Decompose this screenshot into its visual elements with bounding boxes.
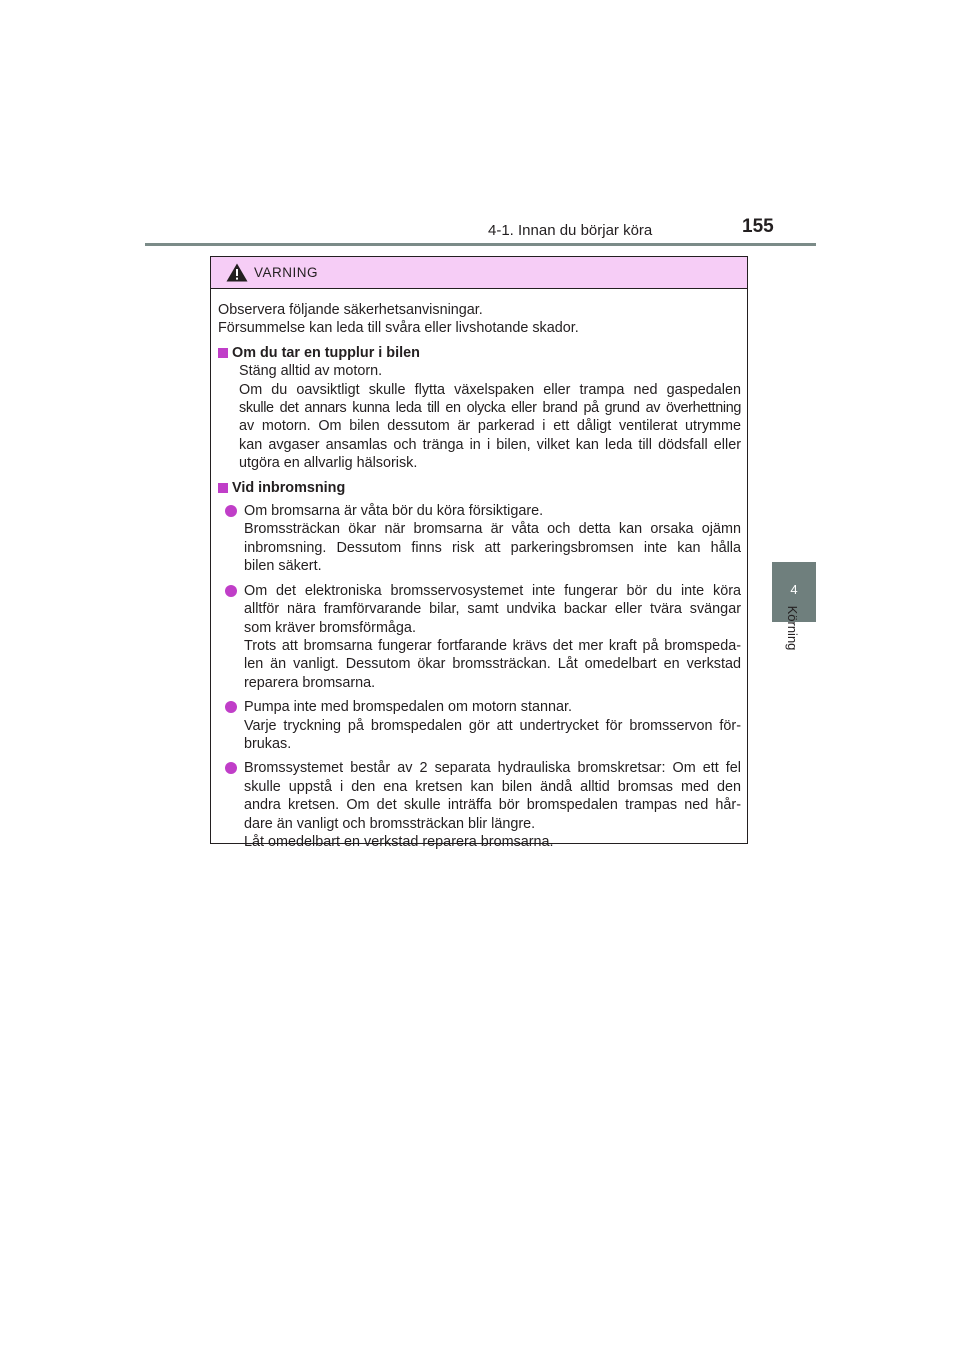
body-line: Om du oavsiktligt skulle flytta växelspaken eller trampa ned gaspedalen — [239, 381, 741, 398]
round-bullet-icon — [225, 585, 237, 597]
intro-line: Observera följande säkerhetsanvisningar. — [218, 302, 483, 318]
body-line: Stäng alltid av motorn. — [239, 363, 383, 380]
warning-triangle-icon — [226, 263, 248, 282]
round-bullet-icon — [225, 701, 237, 713]
body-line: Om det elektroniska bromsservosystemet inte fungerar bör du inte köra — [244, 582, 741, 599]
body-line: som kräver bromsförmåga. — [244, 619, 416, 636]
body-line: brukas. — [244, 735, 292, 752]
section-heading-text: Om du tar en tupplur i bilen — [232, 344, 420, 361]
section-title: 4-1. Innan du börjar köra — [488, 222, 653, 239]
warning-box — [210, 256, 748, 850]
body-line: len än vanligt. Dessutom ökar bromssträckan. Låt omedelbart en verkstad — [244, 656, 741, 673]
body-line: skulle uppstå i den ena kretsen kan bilen ändå alltid bromsas med den — [244, 778, 741, 795]
body-line: kan avgaser ansamlas och tränga in i bilen, vilket kan leda till dödsfall eller — [239, 436, 741, 453]
body-line: Varje tryckning på bromspedalen gör att undertrycket för bromsservon för- — [244, 717, 741, 734]
body-line: Låt omedelbart en verkstad reparera bromsarna. — [244, 833, 554, 850]
round-bullet-icon — [225, 762, 237, 774]
body-line: alltför nära framförvarande bilar, samt undvika backar eller tvära svängar — [244, 601, 741, 618]
list-item — [218, 582, 741, 692]
warning-body — [211, 289, 747, 851]
body-line: andra kretsen. Om det skulle inträffa bör bromspedalen trampas ned hår- — [244, 797, 741, 814]
body-line: av motorn. Om bilen dessutom är parkerad i ett dåligt ventilerat utrymme — [239, 418, 741, 435]
square-bullet-icon — [218, 348, 228, 358]
section-nap — [218, 344, 741, 473]
list-item-text — [244, 582, 741, 692]
section-heading — [218, 344, 741, 362]
round-bullet-icon — [225, 505, 237, 517]
body-line: bilen säkert. — [244, 558, 322, 575]
section-braking — [218, 479, 741, 852]
list-item-text — [244, 698, 741, 753]
body-line: skulle det annars kunna leda till en olycka eller brand på grund av överhettning — [239, 400, 741, 417]
body-line: Trots att bromsarna fungerar fortfarande krävs det mer kraft på bromspeda- — [244, 637, 741, 654]
chapter-number: 4 — [790, 582, 798, 597]
intro-line: Försummelse kan leda till svåra eller livshotande skador. — [218, 320, 579, 337]
page-number: 155 — [742, 216, 774, 237]
body-line: Bromssystemet består av 2 separata hydrauliska bromskretsar: Om ett fel — [244, 760, 741, 777]
chapter-label: Körning — [785, 605, 800, 651]
section-body — [218, 362, 741, 472]
square-bullet-icon — [218, 483, 228, 493]
body-line: Pumpa inte med bromspedalen om motorn stannar. — [244, 699, 572, 716]
list-item — [218, 502, 741, 576]
section-heading-text: Vid inbromsning — [232, 479, 346, 496]
body-line: dare än vanligt och bromssträckan blir längre. — [244, 815, 536, 832]
warning-intro — [218, 301, 741, 338]
list-item-text — [244, 759, 741, 851]
warning-title: VARNING — [254, 265, 319, 280]
list-item — [218, 759, 741, 851]
list-item-text — [244, 502, 741, 576]
body-line: Bromssträckan ökar när bromsarna är våta och detta kan orsaka ojämn — [244, 521, 741, 538]
body-line: Om bromsarna är våta bör du köra försiktigare. — [244, 503, 544, 520]
body-line: reparera bromsarna. — [244, 674, 376, 691]
header-rule — [145, 243, 816, 246]
warning-header — [211, 257, 747, 289]
chapter-label-container — [770, 605, 818, 684]
body-line: utgöra en allvarlig hälsorisk. — [239, 455, 418, 472]
list-item — [218, 698, 741, 753]
body-line: inbromsning. Dessutom finns risk att parkeringsbromsen inte kan hålla — [244, 539, 741, 556]
section-heading — [218, 479, 741, 497]
